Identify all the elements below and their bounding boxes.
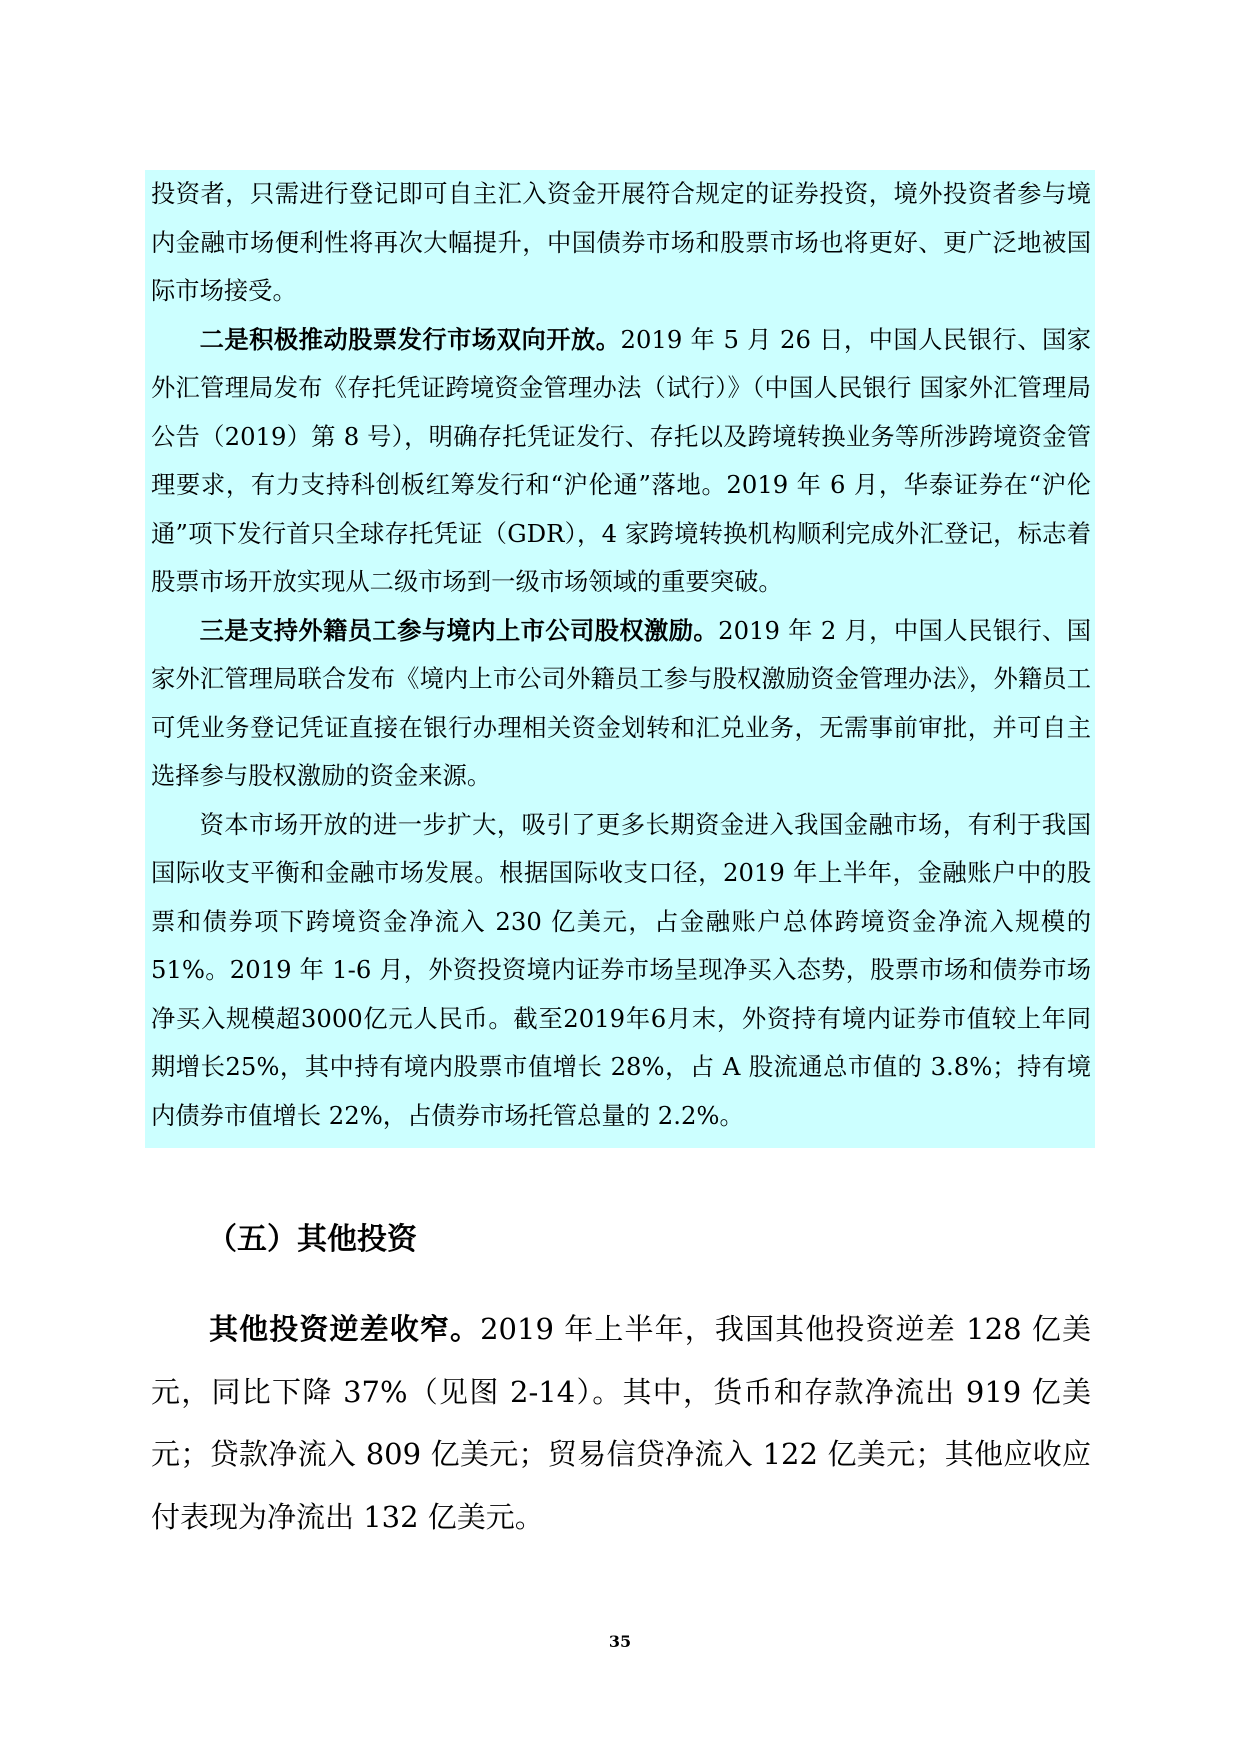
paragraph-text: 2019 年上半年，我国其他投资逆差 128 亿美元，同比下降 37%（见图 2-14）。其中，货币和存款净流出 919 亿美元；贷款净流入 809 亿美元；贸易信贷净流入 122 亿美元；其他应收应付表现为净流出 132 亿美元。 bbox=[151, 1312, 1091, 1534]
paragraph-text: 投资者，只需进行登记即可自主汇入资金开展符合规定的证券投资，境外投资者参与境内金融市场便利性将再次大幅提升，中国债券市场和股票市场也将更好、更广泛地被国际市场接受。 bbox=[151, 179, 1091, 305]
paragraph-text: 2019 年 5 月 26 日，中国人民银行、国家外汇管理局发布《存托凭证跨境资金管理办法（试行）》（中国人民银行 国家外汇管理局公告（2019）第 8 号），明确存托凭证发行、存托以及跨境转换业务等所涉跨境资金管理要求，有力支持科创板红筹发行和“沪伦通”落地。2019 年 6 月，华泰证券在“沪伦通”项下发行首只全球存托凭证（GDR），4 家跨境转换机构顺利完成外汇登记，标志着股票市场开放实现从二级市场到一级市场领域的重要突破。 bbox=[151, 324, 1092, 596]
paragraph-lead: 三是支持外籍员工参与境内上市公司股权激励。 bbox=[199, 615, 719, 645]
paragraph-lead: 其他投资逆差收窄。 bbox=[209, 1312, 481, 1346]
page-number: 35 bbox=[608, 1632, 632, 1651]
box-paragraph-equity-incentive bbox=[151, 607, 1091, 801]
paragraph-lead: 二是积极推动股票发行市场双向开放。 bbox=[199, 324, 621, 354]
highlighted-text-box bbox=[145, 170, 1095, 1148]
paragraph-text: 2019 年 2 月，中国人民银行、国家外汇管理局联合发布《境内上市公司外籍员工参与股权激励资金管理办法》，外籍员工可凭业务登记凭证直接在银行办理相关资金划转和汇兑业务，无需事前审批，并可自主选择参与股权激励的资金来源。 bbox=[151, 615, 1092, 790]
box-paragraph-stock-issuance bbox=[151, 316, 1091, 607]
paragraph-text: 资本市场开放的进一步扩大，吸引了更多长期资金进入我国金融市场，有利于我国国际收支平衡和金融市场发展。根据国际收支口径，2019 年上半年，金融账户中的股票和债券项下跨境资金净流入 230 亿美元，占金融账户总体跨境资金净流入规模的 51%。2019 年 1-6 月，外资投资境内证券市场呈现净买入态势，股票市场和债券市场净买入规模超3000亿元人民币。截至2019年6月末，外资持有境内证券市值较上年同期增长25%，其中持有境内股票市值增长 28%，占 A 股流通总市值的 3.8%；持有境内债券市值增长 22%，占债券市场托管总量的 2.2%。 bbox=[151, 809, 1091, 1130]
section-paragraph bbox=[151, 1298, 1091, 1548]
box-paragraph-capital-market bbox=[151, 801, 1091, 1141]
box-paragraph-continuation bbox=[151, 170, 1091, 316]
section-heading: （五）其他投资 bbox=[207, 1222, 417, 1257]
